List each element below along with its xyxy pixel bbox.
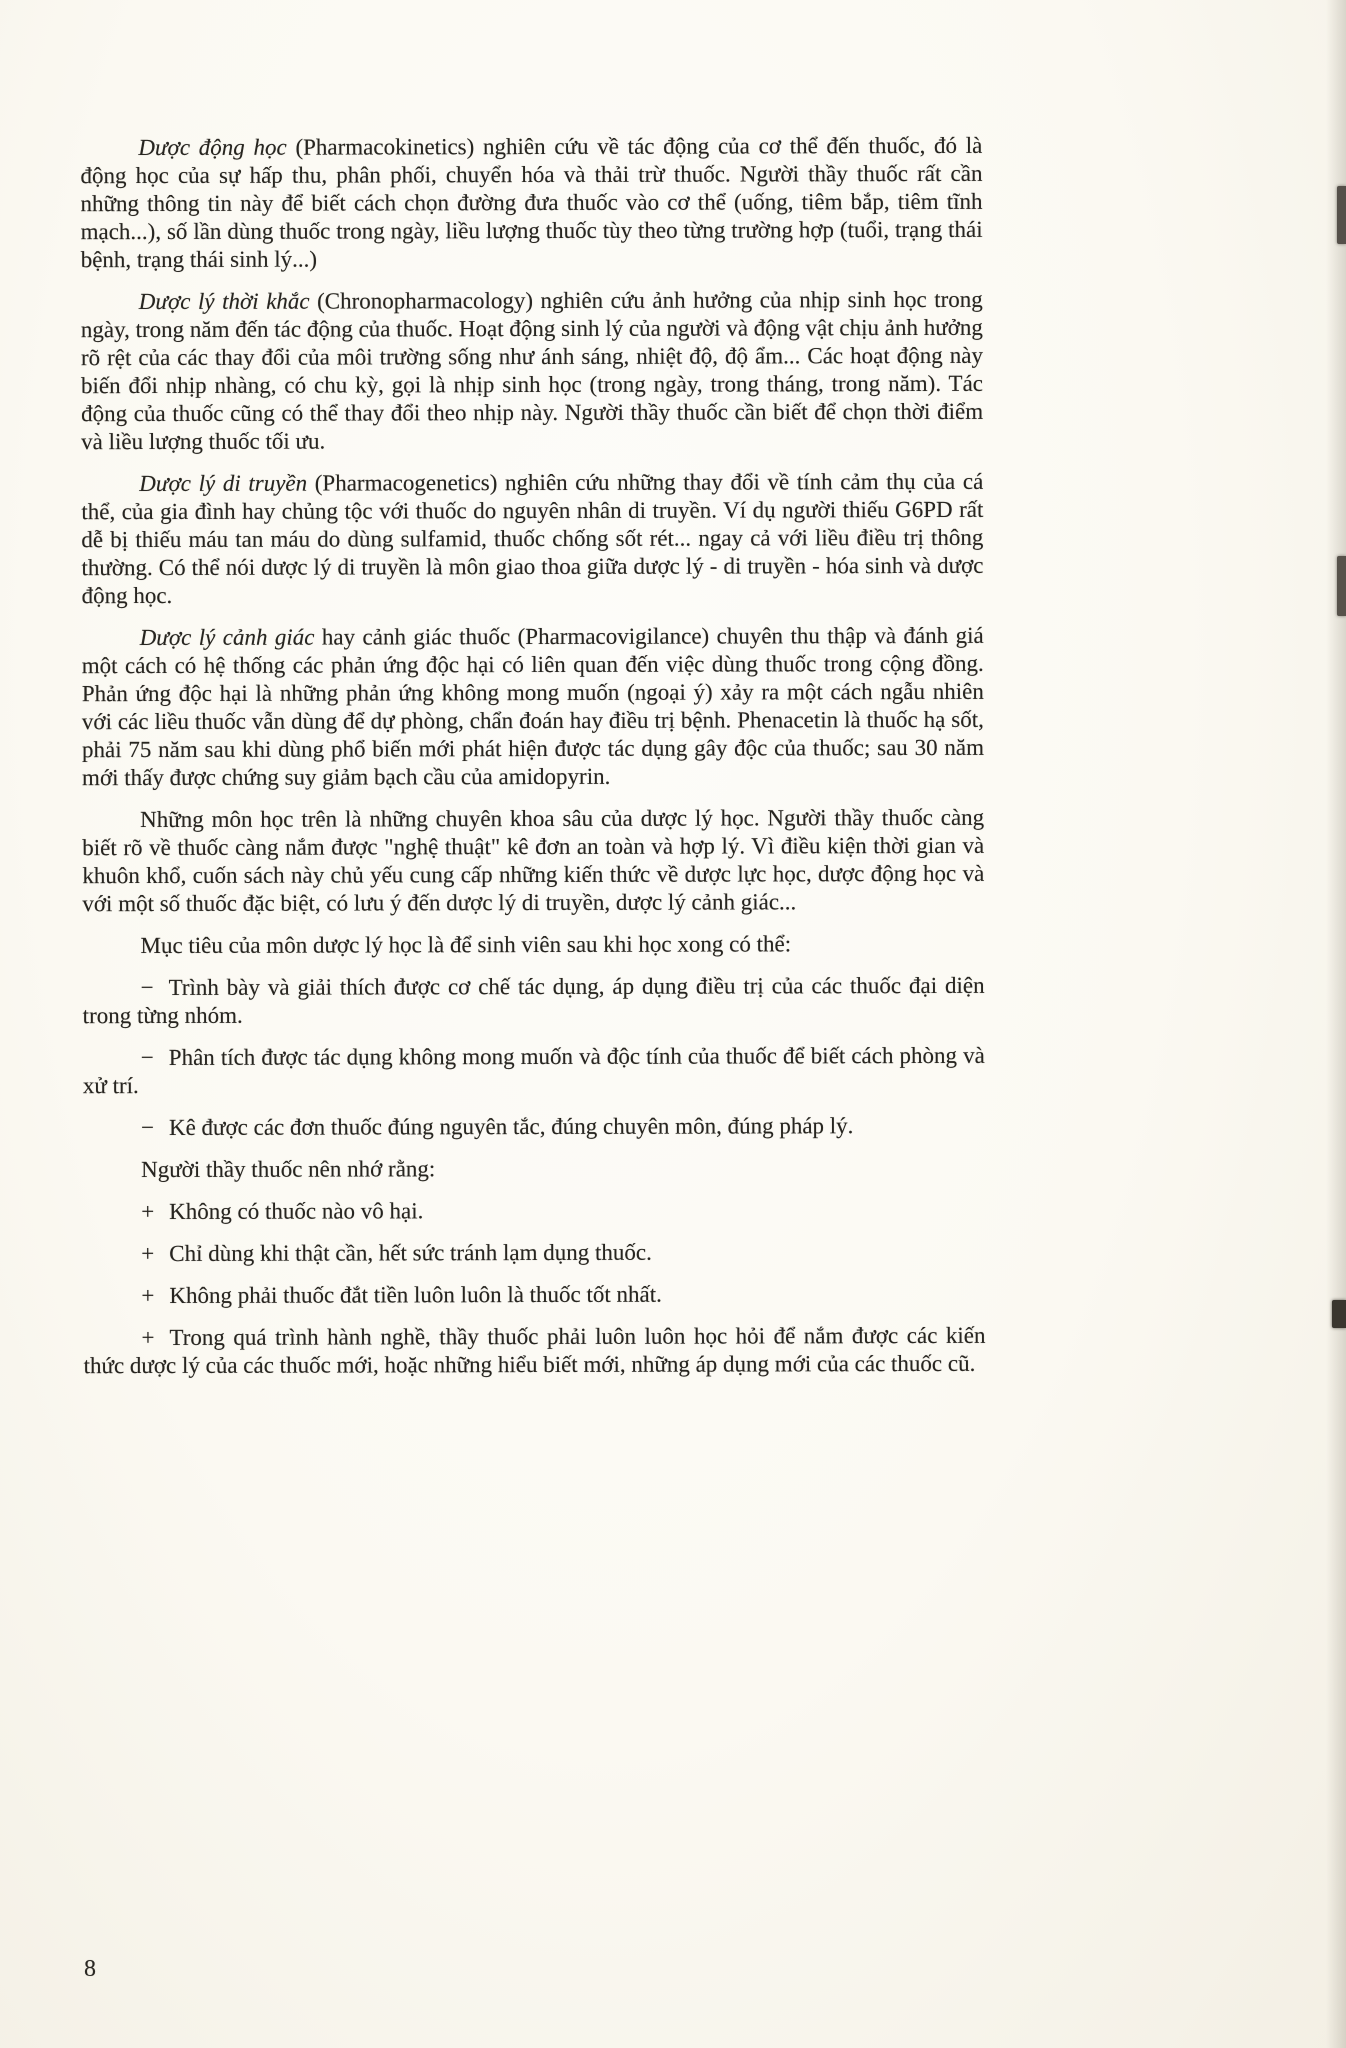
paragraph-text: Trong quá trình hành nghề, thầy thuốc phải luôn luôn học hỏi để nắm được các kiến thức dược lý của các thuốc mới, hoặc những hiểu biết mới, những áp dụng mới của các thuốc cũ. xyxy=(83,1322,986,1379)
term-italic: Dược lý thời khắc xyxy=(138,288,310,315)
list-marker-plus: + xyxy=(141,1198,155,1225)
paragraph-text: Chỉ dùng khi thật cần, hết sức tránh lạm dụng thuốc. xyxy=(169,1239,652,1266)
scan-artifact xyxy=(1337,556,1346,616)
scan-artifact xyxy=(1332,1300,1346,1328)
paragraph-text: Trình bày và giải thích được cơ chế tác dụng, áp dụng điều trị của các thuốc đại diện trong từng nhóm. xyxy=(82,972,985,1029)
list-item-reminder-1 xyxy=(83,1196,985,1226)
paragraph-pharmacogenetics xyxy=(81,468,983,610)
list-item-reminder-3 xyxy=(83,1280,985,1310)
list-item-objective-1 xyxy=(83,972,985,1030)
page-edge-shadow xyxy=(1326,0,1346,2048)
paragraph-pharmacokinetics xyxy=(80,132,982,274)
list-item-objective-3 xyxy=(83,1112,985,1142)
paragraph-objectives-intro xyxy=(82,930,984,960)
list-marker-dash: − xyxy=(140,974,154,1001)
list-marker-plus: + xyxy=(141,1324,155,1351)
paragraph-summary xyxy=(82,804,984,918)
paragraph-text: Không phải thuốc đắt tiền luôn luôn là thuốc tốt nhất. xyxy=(169,1281,662,1308)
paragraph-text: Người thầy thuốc nên nhớ rằng: xyxy=(141,1156,436,1183)
list-marker-plus: + xyxy=(141,1240,155,1267)
list-marker-dash: − xyxy=(140,1044,154,1071)
paragraph-chronopharmacology xyxy=(81,286,983,456)
paragraph-text: Mục tiêu của môn dược lý học là để sinh viên sau khi học xong có thể: xyxy=(140,931,792,959)
paragraph-text: Không có thuốc nào vô hại. xyxy=(169,1198,424,1224)
term-italic: Dược lý cảnh giác xyxy=(139,624,315,651)
page-number: 8 xyxy=(84,1956,96,1982)
text-block xyxy=(80,132,985,1394)
paragraph-reminders-intro xyxy=(83,1154,985,1184)
term-italic: Dược động học xyxy=(138,134,287,161)
paragraph-text: (Pharmacokinetics) nghiên cứu về tác động của cơ thể đến thuốc, đó là động học của sự hấp thu, phân phối, chuyển hóa và thải trừ thuốc. Người thầy thuốc rất cần những thông tin này để biết cách chọn đường đưa thuốc vào cơ thể (uống, tiêm bắp, tiêm tĩnh mạch...), số lần dùng thuốc trong ngày, liều lượng thuốc tùy theo từng trường hợp (tuổi, trạng thái bệnh, trạng thái sinh lý...) xyxy=(80,132,983,273)
list-item-reminder-4 xyxy=(83,1322,985,1380)
paragraph-pharmacovigilance xyxy=(82,622,984,792)
paragraph-text: Những môn học trên là những chuyên khoa sâu của dược lý học. Người thầy thuốc càng biết rõ về thuốc càng nắm được "nghệ thuật" kê đơn an toàn và hợp lý. Vì điều kiện thời gian và khuôn khổ, cuốn sách này chủ yếu cung cấp những kiến thức về dược lực học, dược động học và với một số thuốc đặc biệt, có lưu ý đến dược lý di truyền, dược lý cảnh giác... xyxy=(82,804,985,917)
scan-artifact xyxy=(1337,186,1346,244)
paragraph-text: Phân tích được tác dụng không mong muốn và độc tính của thuốc để biết cách phòng và xử trí. xyxy=(82,1042,985,1099)
list-item-reminder-2 xyxy=(83,1238,985,1268)
paragraph-text: hay cảnh giác thuốc (Pharmacovigilance) chuyên thu thập và đánh giá một cách có hệ thống các phản ứng độc hại có liên quan đến việc dùng thuốc trong cộng đồng. Phản ứng độc hại là những phản ứng không mong muốn (ngoại ý) xảy ra một cách ngẫu nhiên với các liều thuốc vẫn dùng để dự phòng, chẩn đoán hay điều trị bệnh. Phenacetin là thuốc hạ sốt, phải 75 năm sau khi dùng phổ biến mới phát hiện được tác dụng gây độc của thuốc; sau 30 năm mới thấy được chứng suy giảm bạch cầu của amidopyrin. xyxy=(81,622,984,791)
list-marker-dash: − xyxy=(140,1114,154,1141)
paragraph-text: Kê được các đơn thuốc đúng nguyên tắc, đúng chuyên môn, đúng pháp lý. xyxy=(168,1113,854,1140)
term-italic: Dược lý di truyền xyxy=(139,470,308,497)
list-item-objective-2 xyxy=(83,1042,985,1100)
paragraph-text: (Chronopharmacology) nghiên cứu ảnh hưởng của nhịp sinh học trong ngày, trong năm đến tác động của thuốc. Hoạt động sinh lý của người và động vật chịu ảnh hưởng rõ rệt của các thay đổi của môi trường sống như ánh sáng, nhiệt độ, độ ẩm... Các hoạt động này biến đổi nhịp nhàng, có chu kỳ, gọi là nhịp sinh học (trong ngày, trong tháng, trong năm). Tác động của thuốc cũng có thể thay đổi theo nhịp này. Người thầy thuốc cần biết để chọn thời điểm và liều lượng thuốc tối ưu. xyxy=(80,286,984,455)
list-marker-plus: + xyxy=(141,1282,155,1309)
paragraph-text: (Pharmacogenetics) nghiên cứu những thay đổi về tính cảm thụ của cá thể, của gia đình hay chủng tộc với thuốc do nguyên nhân di truyền. Ví dụ người thiếu G6PD rất dễ bị thiếu máu tan máu do dùng sulfamid, thuốc chống sốt rét... ngay cả với liều điều trị thông thường. Có thể nói dược lý di truyền là môn giao thoa giữa dược lý - di truyền - hóa sinh và dược động học. xyxy=(81,468,984,609)
